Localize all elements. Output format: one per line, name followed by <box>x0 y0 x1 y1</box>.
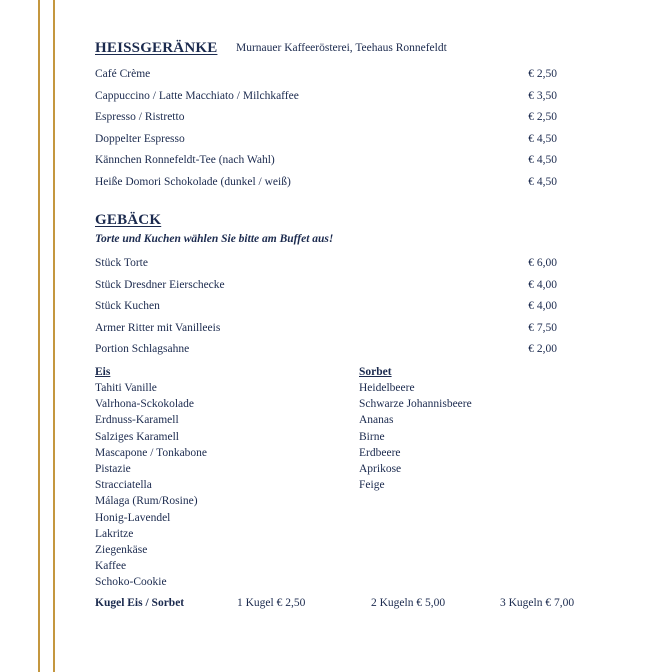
item-price: € 4,50 <box>528 176 557 188</box>
hot-drinks-title: HEISSGERÄNKE <box>95 40 218 56</box>
ice-flavor: Pistazie <box>95 463 131 476</box>
ice-flavor: Lakritze <box>95 527 134 540</box>
item-name: Stück Kuchen <box>95 300 160 312</box>
menu-row <box>95 154 560 170</box>
ice-flavor: Málaga (Rum/Rosine) <box>95 495 198 508</box>
ice-flavor: Tahiti Vanille <box>95 382 157 394</box>
item-name: Stück Torte <box>95 257 148 269</box>
menu-row <box>95 90 560 106</box>
menu-row <box>95 111 560 127</box>
item-name: Armer Ritter mit Vanilleeis <box>95 322 221 334</box>
sorbet-flavor: Schwarze Johannisbeere <box>359 398 472 411</box>
sorbet-flavor: Erdbeere <box>359 446 401 459</box>
item-name: Heiße Domori Schokolade (dunkel / weiß) <box>95 176 291 188</box>
item-name: Espresso / Ristretto <box>95 111 185 123</box>
item-price: € 3,50 <box>528 90 557 102</box>
ice-flavor: Kaffee <box>95 560 127 573</box>
ice-flavor: Ziegenkäse <box>95 544 148 557</box>
item-price: € 4,00 <box>528 279 557 291</box>
scoop-price-three: 3 Kugeln € 7,00 <box>500 597 575 609</box>
item-price: € 4,50 <box>528 154 557 166</box>
menu-row <box>95 257 560 273</box>
menu-row <box>95 68 560 84</box>
scoop-price-one: 1 Kugel € 2,50 <box>237 597 306 609</box>
ice-flavor: Salziges Karamell <box>95 430 179 443</box>
ice-flavor: Schoko-Cookie <box>95 576 167 589</box>
sorbet-flavor: Heidelbeere <box>359 382 415 394</box>
ice-flavor: Stracciatella <box>95 479 152 492</box>
menu-row <box>95 176 560 192</box>
sorbet-flavor: Birne <box>359 430 385 443</box>
sorbet-column <box>359 364 472 493</box>
item-price: € 2,50 <box>528 68 557 80</box>
sorbet-flavor: Ananas <box>359 414 394 427</box>
ice-title: Eis <box>95 366 111 378</box>
menu-row <box>95 133 560 149</box>
item-price: € 2,00 <box>528 343 557 355</box>
sorbet-title: Sorbet <box>359 366 392 378</box>
item-price: € 6,00 <box>528 257 557 269</box>
ice-flavor: Erdnuss-Karamell <box>95 414 179 427</box>
item-name: Stück Dresdner Eierschecke <box>95 279 225 291</box>
menu-row <box>95 322 560 338</box>
pastry-title: GEBÄCK <box>95 212 162 228</box>
pastry-note: Torte und Kuchen wählen Sie bitte am Buffet aus! <box>95 233 334 245</box>
menu-row <box>95 279 560 295</box>
item-price: € 2,50 <box>528 111 557 123</box>
item-name: Cappuccino / Latte Macchiato / Milchkaffee <box>95 90 299 102</box>
ice-flavor: Valrhona-Sckokolade <box>95 398 194 411</box>
item-name: Café Crème <box>95 68 151 80</box>
menu-row <box>95 343 560 359</box>
item-price: € 4,00 <box>528 300 557 312</box>
item-name: Doppelter Espresso <box>95 133 185 145</box>
scoop-price-two: 2 Kugeln € 5,00 <box>371 597 446 609</box>
sorbet-flavor: Feige <box>359 479 385 492</box>
ice-column <box>95 364 207 591</box>
gold-border-left <box>38 0 40 672</box>
hot-drinks-subtitle: Murnauer Kaffeerösterei, Teehaus Ronnefeldt <box>236 42 447 54</box>
item-name: Kännchen Ronnefeldt-Tee (nach Wahl) <box>95 154 275 166</box>
ice-flavor: Honig-Lavendel <box>95 511 171 524</box>
menu-row <box>95 300 560 316</box>
sorbet-flavor: Aprikose <box>359 463 402 476</box>
item-name: Portion Schlagsahne <box>95 343 190 355</box>
item-price: € 4,50 <box>528 133 557 145</box>
gold-border-right <box>53 0 55 672</box>
scoop-label: Kugel Eis / Sorbet <box>95 597 185 609</box>
item-price: € 7,50 <box>528 322 557 334</box>
ice-flavor: Mascapone / Tonkabone <box>95 446 208 459</box>
